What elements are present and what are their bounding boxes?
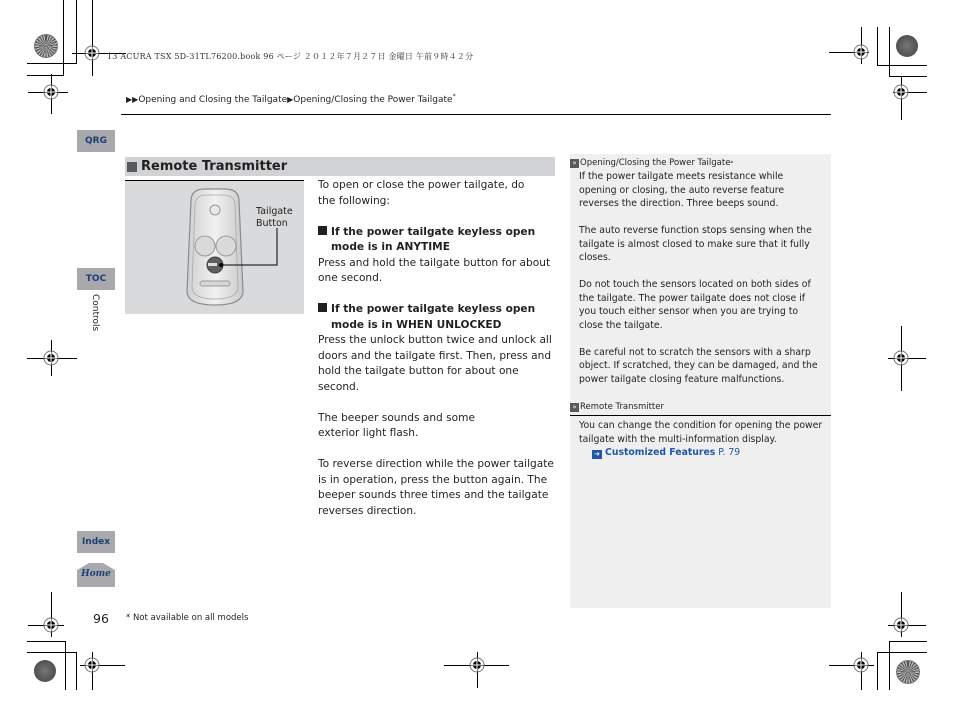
- square-bullet-icon: [318, 226, 327, 235]
- square-bullet-icon: [127, 162, 137, 172]
- color-bar-icon: [34, 34, 58, 58]
- note-body-power-tailgate: [570, 170, 831, 386]
- breadcrumb-item-tailgate[interactable]: Opening and Closing the Tailgate: [138, 95, 288, 105]
- customized-features-link[interactable]: ➔ Customized Features P. 79: [579, 446, 823, 460]
- registration-mark-icon: [83, 44, 101, 62]
- link-arrow-icon: ➔: [592, 450, 602, 459]
- home-tab[interactable]: [77, 563, 115, 587]
- registration-mark-icon: [42, 83, 60, 101]
- registration-mark-icon: [468, 656, 486, 674]
- color-bar-icon: [896, 660, 920, 684]
- registration-mark-icon: [892, 349, 910, 367]
- note-heading-power-tailgate: » Opening/Closing the Power Tailgate *: [570, 154, 831, 170]
- remote-transmitter-figure: [125, 180, 304, 314]
- note-heading-remote-transmitter: » Remote Transmitter: [570, 398, 831, 414]
- home-label: Home: [81, 569, 111, 579]
- note-paragraph: You can change the condition for opening the power tailgate with the multi-information display.: [579, 420, 823, 445]
- key-fob-illustration-icon: [125, 181, 304, 315]
- asterisk: *: [452, 93, 456, 100]
- note-rule: [570, 415, 831, 416]
- registration-mark-icon: [42, 616, 60, 634]
- note-paragraph: Be careful not to scratch the sensors with a sharp object. If scratched, they can be damaged, and the power tailgate closing feature malfunctions.: [579, 346, 818, 385]
- note-marker-icon: »: [570, 159, 579, 168]
- registration-mark-icon: [852, 43, 870, 61]
- color-bar-icon: [34, 660, 56, 682]
- breadcrumb-item-power-tailgate[interactable]: Opening/Closing the Power Tailgate: [293, 95, 453, 105]
- registration-mark-icon: [892, 83, 910, 101]
- qrg-tab[interactable]: QRG: [77, 130, 115, 152]
- anytime-text: Press and hold the tailgate button for about one second.: [318, 256, 551, 284]
- main-content: [318, 178, 558, 519]
- when-unlocked-text: Press the unlock button twice and unlock all doors and the tailgate first. Then, press and hold the tailgate button for about one second.: [318, 334, 552, 393]
- registration-mark-icon: [852, 656, 870, 674]
- square-bullet-icon: [318, 303, 327, 312]
- tailgate-button-callout: Tailgate Button: [256, 206, 293, 229]
- print-header: 13 ACURA TSX 5D-31TL76200.book 96 ページ ２０１２年７月２７日 金曜日 午前９時４２分: [107, 52, 474, 61]
- footnote: * Not available on all models: [126, 613, 249, 623]
- note-marker-icon: »: [570, 403, 579, 412]
- breadcrumb: [126, 93, 456, 105]
- header-rule: [121, 114, 831, 115]
- beeper-text: The beeper sounds and some exterior light flash.: [318, 411, 475, 439]
- toc-tab[interactable]: TOC: [77, 268, 115, 290]
- arrow-icon: ▶: [287, 95, 294, 104]
- registration-mark-icon: [83, 656, 101, 674]
- page-number: 96: [93, 611, 109, 626]
- subheading-when-unlocked: If the power tailgate keyless open mode is in WHEN UNLOCKED: [318, 302, 558, 333]
- registration-mark-icon: [42, 349, 60, 367]
- notes-sidebar: [570, 154, 831, 608]
- subheading-anytime: If the power tailgate keyless open mode is in ANYTIME: [318, 225, 558, 256]
- intro-text: To open or close the power tailgate, do the following:: [318, 179, 525, 207]
- note-paragraph: If the power tailgate meets resistance while opening or closing, the auto reverse feature reverses the direction. Three beeps sound.: [579, 171, 785, 209]
- note-paragraph: The auto reverse function stops sensing when the tailgate is almost closed to make sure that it fully closes.: [579, 225, 812, 263]
- note-paragraph: Do not touch the sensors located on both sides of the tailgate. The power tailgate does not close if you touch either sensor when you are trying to close the tailgate.: [579, 279, 811, 331]
- color-bar-icon: [896, 35, 918, 57]
- reverse-text: To reverse direction while the power tailgate is in operation, press the button again. The beeper sounds three times and the tailgate reverses direction.: [318, 458, 554, 517]
- section-title: Remote Transmitter: [141, 159, 288, 174]
- registration-mark-icon: [892, 616, 910, 634]
- section-heading: [125, 157, 555, 176]
- index-tab[interactable]: Index: [77, 531, 115, 553]
- note-body-remote-transmitter: [570, 419, 831, 460]
- double-arrow-icon: ▶▶: [126, 95, 139, 104]
- section-label-controls: Controls: [90, 294, 100, 332]
